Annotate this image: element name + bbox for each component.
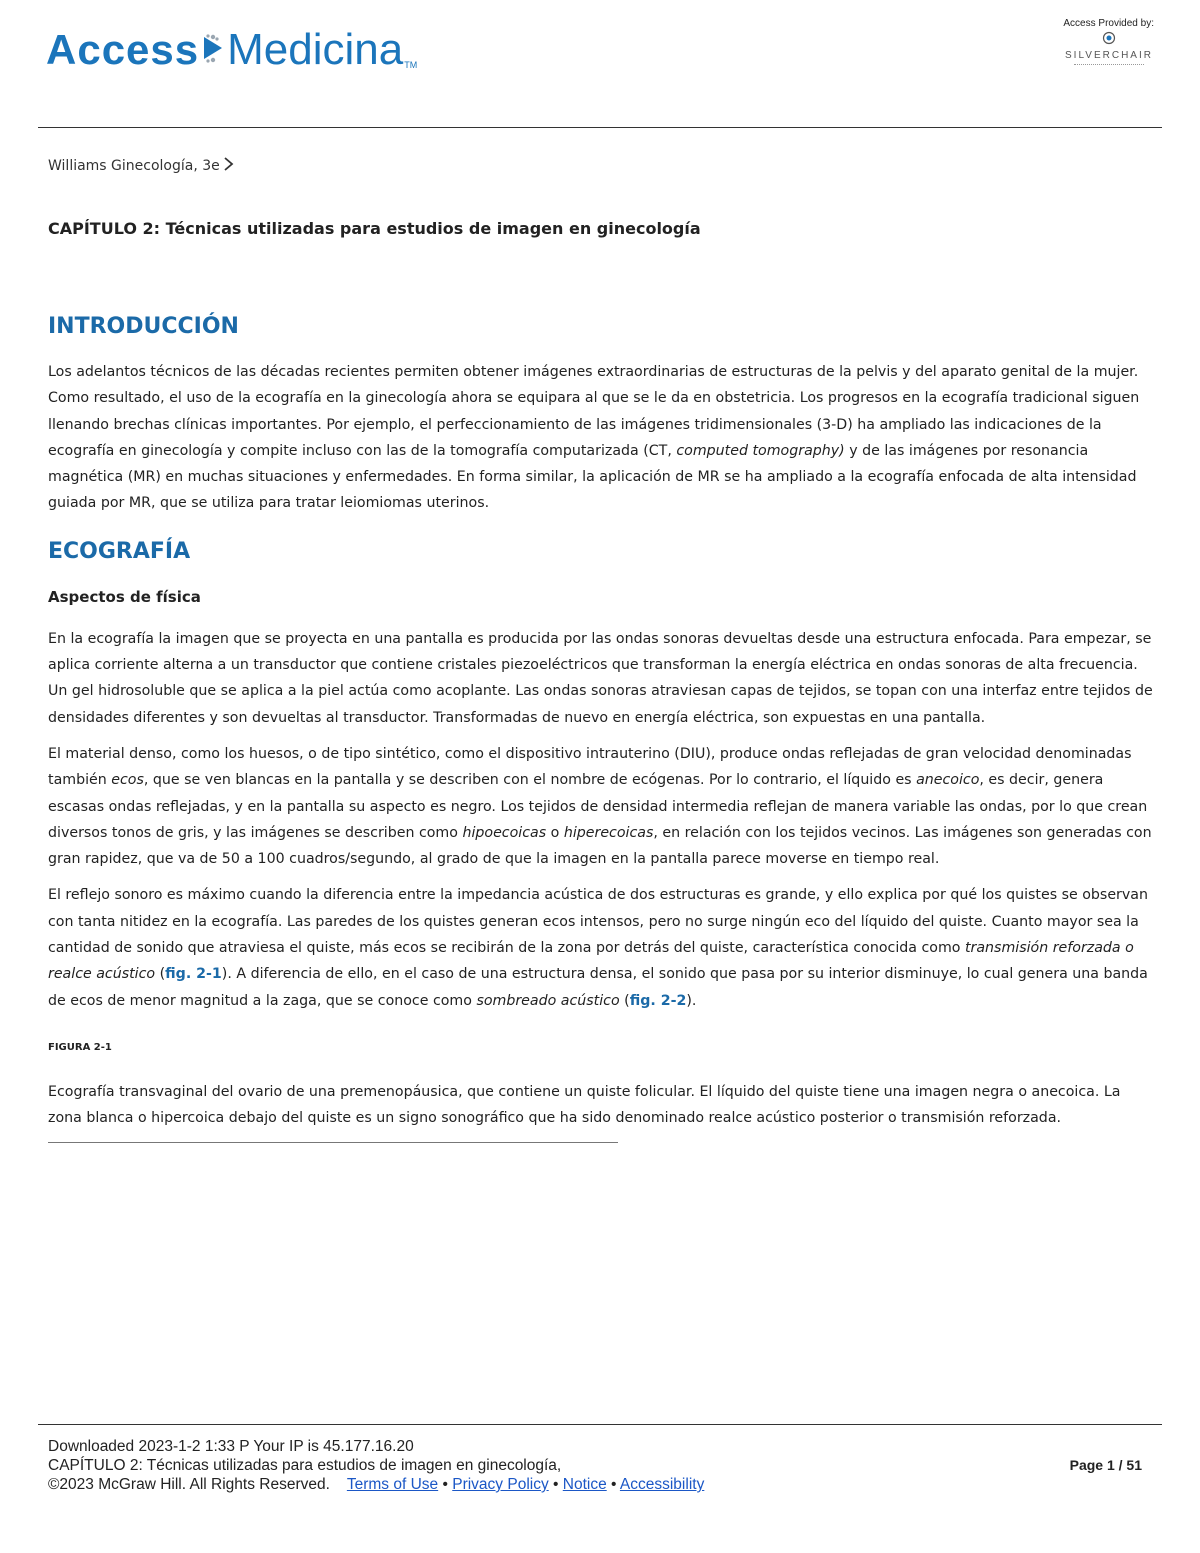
copyright-text: ©2023 McGraw Hill. All Rights Reserved. <box>48 1476 330 1493</box>
download-info: Downloaded 2023-1-2 1:33 P Your IP is 45.177.16.20 <box>48 1438 414 1455</box>
separator-dot: • <box>611 1476 617 1493</box>
separator-dot: • <box>442 1476 448 1493</box>
provider-name: SILVERCHAIR <box>1065 50 1153 61</box>
figure-2-2-link[interactable]: fig. 2-2 <box>629 992 687 1009</box>
chapter-title: CAPÍTULO 2: Técnicas utilizadas para estudios de imagen en ginecología <box>48 219 701 238</box>
provided-by-label: Access Provided by: <box>1063 18 1154 29</box>
footer-links-line <box>48 1475 1158 1494</box>
terms-of-use-link[interactable]: Terms of Use <box>346 1476 439 1493</box>
provider-emblem-icon <box>1102 31 1116 45</box>
logo-medicina-text: Medicina <box>227 25 404 74</box>
intro-paragraph: Los adelantos técnicos de las décadas recientes permiten obtener imágenes extraordinarias de estructuras de la pelvis y del aparato genital de la mujer. Como resultado, el uso de la ecografía en la ginecología ahora se equipara al que se le da en obstetricia. Los progresos en la ecografía tradicional siguen llenando brechas clínicas importantes. Por ejemplo, el perfeccionamiento de las imágenes tridimensionales (3-D) ha ampliado las indicaciones de la ecografía en ginecología y compite incluso con las de la tomografía computarizada (CT, computed tomography) y de las imágenes por resonancia magnética (MR) en muchas situaciones y enfermedades. En forma similar, la aplicación de MR se ha ampliado a la ecografía enfocada de alta intensidad guiada por MR, que se utiliza para tratar leiomiomas uterinos. <box>48 364 1140 512</box>
chevron-right-icon <box>222 156 234 176</box>
figure-divider <box>48 1142 618 1143</box>
logo-arrow-icon <box>201 33 225 67</box>
provider-tagline-decoration <box>1074 64 1144 68</box>
fisica-paragraph-2: El material denso, como los huesos, o de tipo sintético, como el dispositivo intrauterino (DIU), produce ondas reflejadas de gran velocidad denominadas también ecos, que se ven blancas en la pantalla y se describen con el nombre de ecógenas. Por lo contrario, el líquido es anecoico, es decir, genera escasas ondas reflejadas, y en la pantalla su aspecto es negro. Los tejidos de densidad intermedia reflejan de manera variable las ondas, por lo que crean diversos tonos de gris, y las imágenes se describen como hipoecoicas o hiperecoicas, en relación con los tejidos vecinos. Las imágenes son generadas con gran rapidez, que va de 50 a 100 cuadros/segundo, al grado de que la imagen en la pantalla parece moverse en tiempo real. <box>48 745 1152 868</box>
footer-divider <box>38 1424 1162 1425</box>
fisica-paragraph-3: El reflejo sonoro es máximo cuando la diferencia entre la impedancia acústica de dos estructuras es grande, y ello explica por qué los quistes se observan con tanta nitidez en la ecografía. Las paredes de los quistes generan ecos intensos, pero no surge ningún eco del líquido del quiste. Cuanto mayor sea la cantidad de sonido que atraviesa el quiste, más ecos se recibirán de la zona por detrás del quiste, característica conocida como transmisión reforzada o realce acústico (fig. 2-1). A diferencia de ello, en el caso de una estructura densa, el sonido que pasa por su interior disminuye, lo cual genera una banda de ecos de menor magnitud a la zaga, que se conoce como sombreado acústico (fig. 2-2). <box>48 887 1148 1009</box>
logo-access-text: Access <box>46 26 200 73</box>
footer-chapter-line: CAPÍTULO 2: Técnicas utilizadas para estudios de imagen en ginecología, <box>48 1457 562 1474</box>
privacy-policy-link[interactable]: Privacy Policy <box>452 1476 549 1493</box>
fisica-paragraph-1: En la ecografía la imagen que se proyecta en una pantalla es producida por las ondas sonoras devueltas desde una estructura enfocada. Para empezar, se aplica corriente alterna a un transductor que contiene cristales piezoeléctricos que transforman la energía eléctrica en ondas sonoras de alta frecuencia. Un gel hidrosoluble que se aplica a la piel actúa como acoplante. Las ondas sonoras atraviesan capas de tejidos, se topan con una interfaz entre tejidos de densidades diferentes y son devueltas al transductor. Transformadas de nuevo en energía eléctrica, son expuestas en una pantalla. <box>48 630 1153 726</box>
accessmedicina-logo[interactable] <box>46 18 417 82</box>
access-provided-by <box>1024 18 1154 68</box>
breadcrumb[interactable] <box>48 156 1154 176</box>
section-heading-introduccion: INTRODUCCIÓN <box>48 314 239 339</box>
figure-2-1-link[interactable]: fig. 2-1 <box>165 966 222 983</box>
section-heading-ecografia: ECOGRAFÍA <box>48 538 191 564</box>
provider-logo <box>1064 31 1154 68</box>
page-number: Page 1 / 51 <box>1069 1457 1142 1473</box>
separator-dot: • <box>553 1476 559 1493</box>
notice-link[interactable]: Notice <box>562 1476 607 1493</box>
logo-trademark: TM <box>404 60 418 70</box>
article-content <box>48 156 1154 1143</box>
breadcrumb-book[interactable]: Williams Ginecología, 3e <box>48 158 220 174</box>
accessibility-link[interactable]: Accessibility <box>619 1476 705 1493</box>
subsection-heading-fisica: Aspectos de física <box>48 587 201 606</box>
figure-caption: Ecografía transvaginal del ovario de una premenopáusica, que contiene un quiste folicular. El líquido del quiste tiene una imagen negra o anecoica. La zona blanca o hipercoica debajo del quiste es un signo sonográfico que ha sido denominado realce acústico posterior o transmisión reforzada. <box>48 1083 1121 1127</box>
figure-label: FIGURA 2-1 <box>48 1041 112 1053</box>
footer <box>48 1437 1158 1494</box>
header-divider <box>38 127 1162 128</box>
